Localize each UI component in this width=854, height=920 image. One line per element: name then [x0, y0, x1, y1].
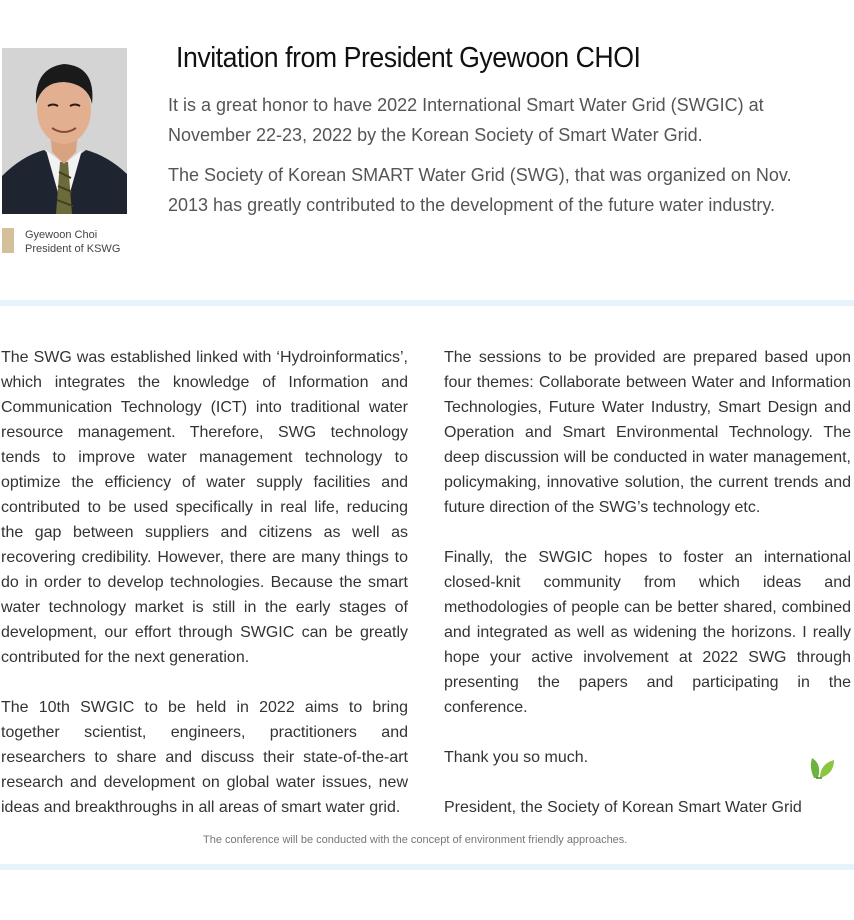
portrait-illustration: [2, 48, 127, 214]
leaf-icon: [808, 756, 836, 780]
closing-thanks: Thank you so much.: [444, 749, 589, 766]
president-photo: [2, 48, 127, 214]
body-paragraph: The sessions to be provided are prepared based upon four themes: Collaborate between Water and Information Technologies, Future Water Industry, Smart Design and Operation and Smart Environmental Technology. The deep discussion will be conducted in water management, policymaking, innovative solution, the current trends and future direction of the SWG’s technology etc.: [444, 349, 851, 516]
body-paragraph: The 10th SWGIC to be held in 2022 aims to bring together scientist, engineers, practitioners and researchers to share and discuss their state-of-the-art research and development on global water issues, new ideas and breakthroughs in all areas of smart water grid.: [1, 699, 408, 816]
intro-line: 2013 has greatly contributed to the development of the future water industry.: [168, 195, 776, 215]
photo-caption: [25, 228, 120, 256]
footer-note: The conference will be conducted with the concept of environment friendly approaches.: [203, 834, 628, 846]
intro-line: The Society of Korean SMART Water Grid (SWG), that was organized on Nov.: [168, 165, 792, 185]
left-column: [1, 345, 408, 820]
intro-line: It is a great honor to have 2022 International Smart Water Grid (SWGIC) at: [168, 95, 764, 115]
body-paragraph: Finally, the SWGIC hopes to foster an international closed-knit community from which ideas and methodologies of people can be better shared, combined and integrated as well as widening the horizons. I really hope your active involvement at 2022 SWG through presenting the papers and participating in the conference.: [444, 549, 851, 716]
caption-name: Gyewoon Choi: [25, 229, 98, 241]
right-column: [444, 345, 851, 820]
caption-role: President of KSWG: [25, 243, 121, 255]
intro-paragraph-2: [168, 160, 808, 220]
top-divider: [0, 300, 854, 306]
page-title: Invitation from President Gyewoon CHOI: [176, 42, 641, 74]
intro-line: November 22-23, 2022 by the Korean Society of Smart Water Grid.: [168, 125, 703, 145]
bottom-divider: [0, 864, 854, 870]
signature-line: President, the Society of Korean Smart Water Grid: [444, 799, 802, 816]
caption-accent-bar: [2, 228, 14, 253]
body-paragraph: The SWG was established linked with ‘Hydroinformatics’, which integrates the knowledge of Information and Communication Technology (ICT) into traditional water resource management. Therefore, SWG technology tends to improve water management technology to optimize the efficiency of water supply facilities and contributed to be used specifically in real life, reducing the gap between suppliers and citizens as well as recovering credibility. However, there are many things to do in order to develop technologies. Because the smart water technology market is still in the early stages of development, our effort through SWGIC can be greatly contributed for the next generation.: [1, 349, 408, 666]
intro-paragraph-1: [168, 90, 808, 150]
